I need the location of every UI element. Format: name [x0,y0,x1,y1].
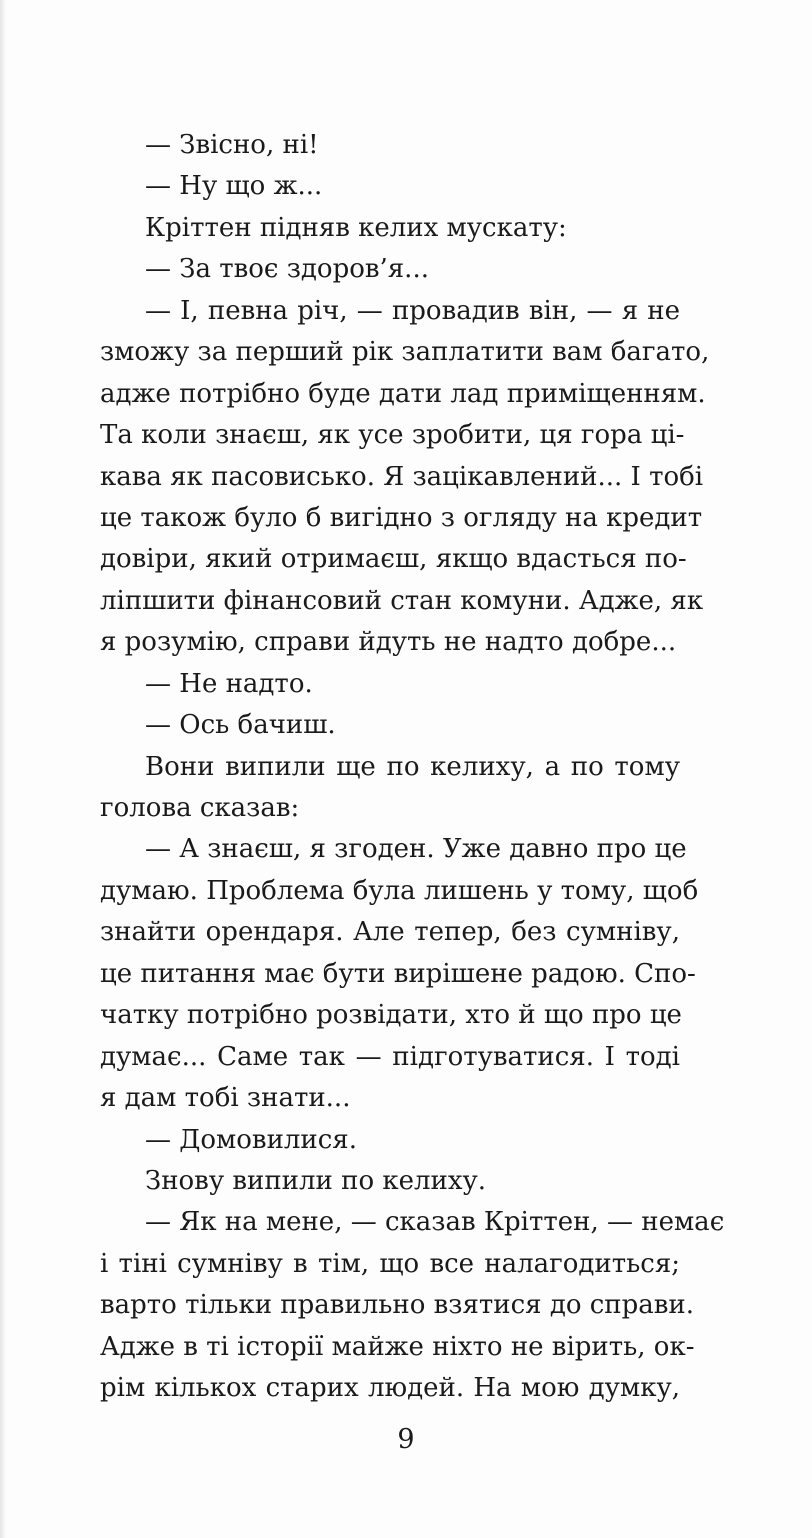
text-line: — Звісно, ні! [145,130,319,160]
text-line: Знову випили по келиху. [145,1165,487,1196]
text-line: — Як на мене, — сказав Кріттен, — немає [145,1207,725,1238]
text-line: і тіні сумніву в тім, що все налагодиться; [100,1248,680,1279]
text-line: зможу за перший рік заплатити вам багато, [100,337,710,368]
text-line: Та коли знаєш, як усе зробити, ця гора ці- [100,420,685,451]
text-line: я дам тобі знати... [100,1083,351,1114]
text-line: — Ну що ж... [145,171,323,202]
text-line: рім кількох старих людей. На мою думку, [100,1373,680,1404]
text-line: голова сказав: [100,793,300,823]
text-line: — А знаєш, я згоден. Уже давно про це [145,834,687,865]
text-line: — Не надто. [145,668,313,699]
text-line: чатку потрібно розвідати, хто й що про це [100,1000,682,1031]
text-line: думає... Саме так — підготуватися. І тоді [100,1041,680,1072]
text-line: ліпшити фінансовий стан комуни. Адже, як [100,585,704,616]
text-line: думаю. Проблема була лишень у тому, щоб [100,875,699,906]
text-line: кава як пасовисько. Я зацікавлений... І тобі [100,461,704,492]
page-edge-shadow [0,0,6,1538]
text-line: це питання має бути вирішене радою. Спо- [100,958,696,989]
text-line: я розумію, справи йдуть не надто добре... [100,627,677,658]
text-line: — І, певна річ, — провадив він, — я не [145,295,680,326]
text-line: Адже в ті історії майже ніхто не вірить, ок- [100,1331,695,1362]
text-line: Вони випили ще по келиху, а по тому [145,751,680,782]
text-line: знайти орендаря. Але тепер, без сумніву, [100,917,680,948]
text-line: — За твоє здоров’я... [145,254,429,285]
body-text [100,125,725,1410]
text-line: Кріттен підняв келих мускату: [145,212,567,243]
text-line: — Ось бачиш. [145,710,336,741]
text-line: — Домовилися. [145,1124,357,1155]
text-line: це також було б вигідно з огляду на кредит [100,502,703,533]
text-line: довіри, який отримаєш, якщо вдасться по- [100,544,687,575]
page-number: 9 [397,1424,415,1455]
text-line: адже потрібно буде дати лад приміщенням. [100,378,706,409]
text-line: варто тільки правильно взятися до справи. [100,1290,695,1321]
